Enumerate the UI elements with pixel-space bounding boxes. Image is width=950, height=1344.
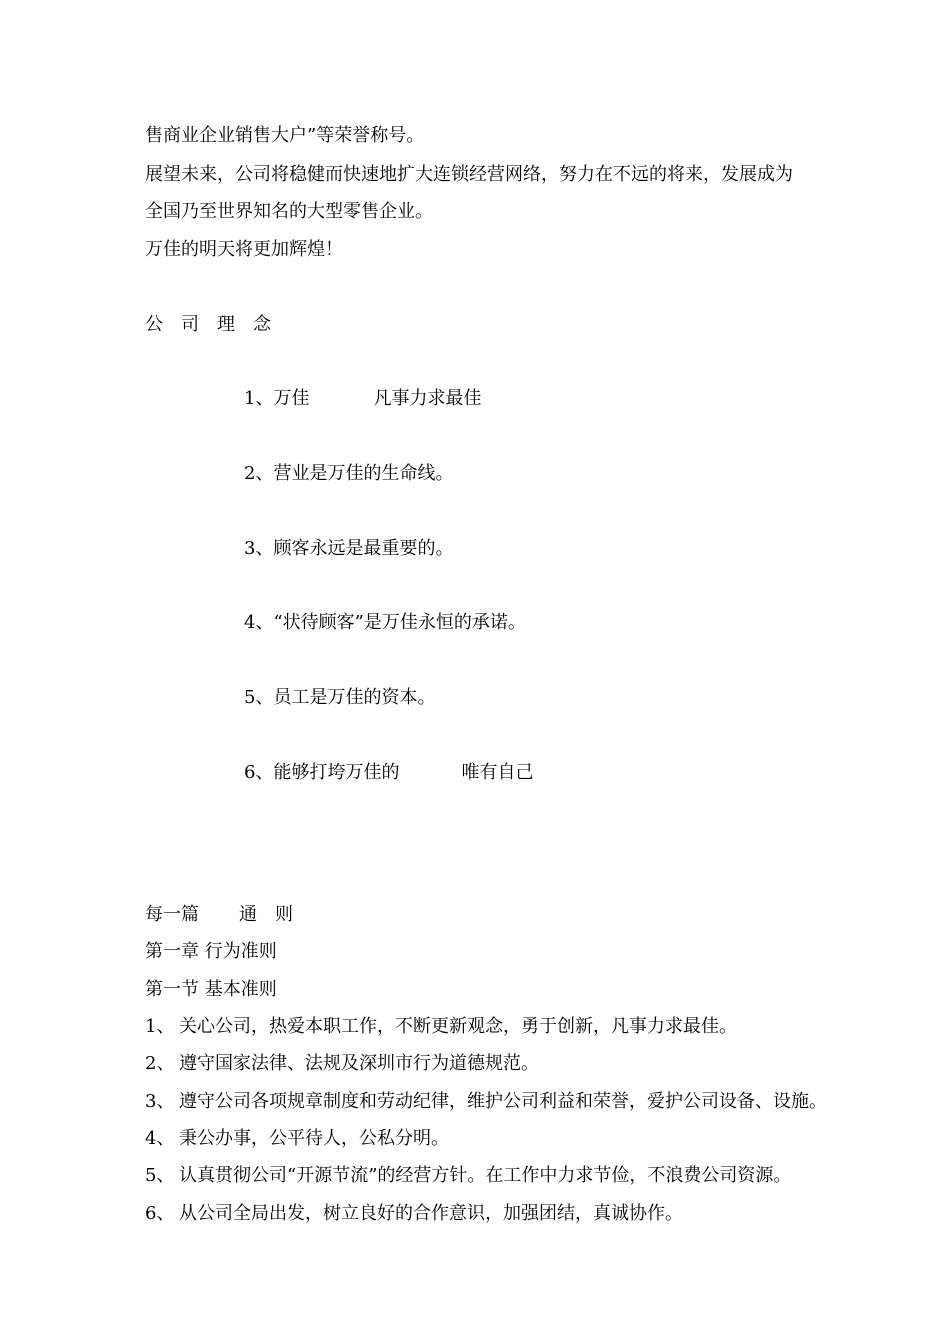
rule-number: 3、 — [145, 1091, 175, 1112]
philosophy-heading: 公 司 理 念 — [145, 314, 271, 335]
rule-text: 从公司全局出发，树立良好的合作意识，加强团结，真诚协作。 — [179, 1203, 683, 1224]
philosophy-item-2: 2、营业是万佳的生命线。 — [244, 463, 454, 484]
rule-item — [145, 1090, 827, 1114]
intro-line-3: 全国乃至世界知名的大型零售企业。 — [145, 201, 433, 222]
part-title-right: 通 则 — [239, 904, 293, 925]
philosophy-item-5: 5、员工是万佳的资本。 — [244, 687, 436, 708]
rule-text: 遵守公司各项规章制度和劳动纪律，维护公司利益和荣誉，爱护公司设备、设施。 — [179, 1091, 827, 1112]
rule-item — [145, 1127, 449, 1151]
rule-item — [145, 1164, 791, 1188]
rule-item — [145, 1015, 737, 1039]
rule-text: 关心公司，热爱本职工作，不断更新观念，勇于创新，凡事力求最佳。 — [179, 1016, 737, 1037]
part-title-left: 每一篇 — [145, 904, 199, 925]
rule-text: 秉公办事，公平待人，公私分明。 — [179, 1128, 449, 1149]
intro-line-1: 售商业企业销售大户”等荣誉称号。 — [145, 125, 425, 146]
philosophy-item-3: 3、顾客永远是最重要的。 — [244, 538, 454, 559]
rule-number: 4、 — [145, 1128, 175, 1149]
philosophy-item-6 — [244, 761, 533, 785]
philosophy-item-6-right: 唯有自己 — [461, 762, 534, 783]
part-title — [145, 903, 293, 927]
philosophy-item-4: 4、“状待顾客”是万佳永恒的承诺。 — [244, 612, 526, 633]
rule-number: 1、 — [145, 1016, 175, 1037]
philosophy-item-6-left: 6、能够打垮万佳的 — [244, 762, 400, 783]
rule-text: 认真贯彻公司“开源节流”的经营方针。在工作中力求节俭，不浪费公司资源。 — [179, 1165, 792, 1186]
rule-number: 6、 — [145, 1203, 175, 1224]
rule-text: 遵守国家法律、法规及深圳市行为道德规范。 — [179, 1053, 539, 1074]
section-title: 第一节 基本准则 — [145, 979, 277, 1000]
intro-line-2: 展望未来，公司将稳健而快速地扩大连锁经营网络，努力在不远的将来，发展成为 — [145, 164, 793, 185]
philosophy-item-1-right: 凡事力求最佳 — [373, 388, 482, 409]
philosophy-item-1-left: 1、万佳 — [244, 388, 310, 409]
chapter-title: 第一章 行为准则 — [145, 941, 277, 962]
rule-number: 5、 — [145, 1165, 175, 1186]
rule-number: 2、 — [145, 1053, 175, 1074]
intro-line-4: 万佳的明天将更加辉煌！ — [145, 239, 343, 260]
rule-item — [145, 1052, 539, 1076]
philosophy-item-1 — [244, 387, 481, 411]
rule-item — [145, 1202, 683, 1226]
